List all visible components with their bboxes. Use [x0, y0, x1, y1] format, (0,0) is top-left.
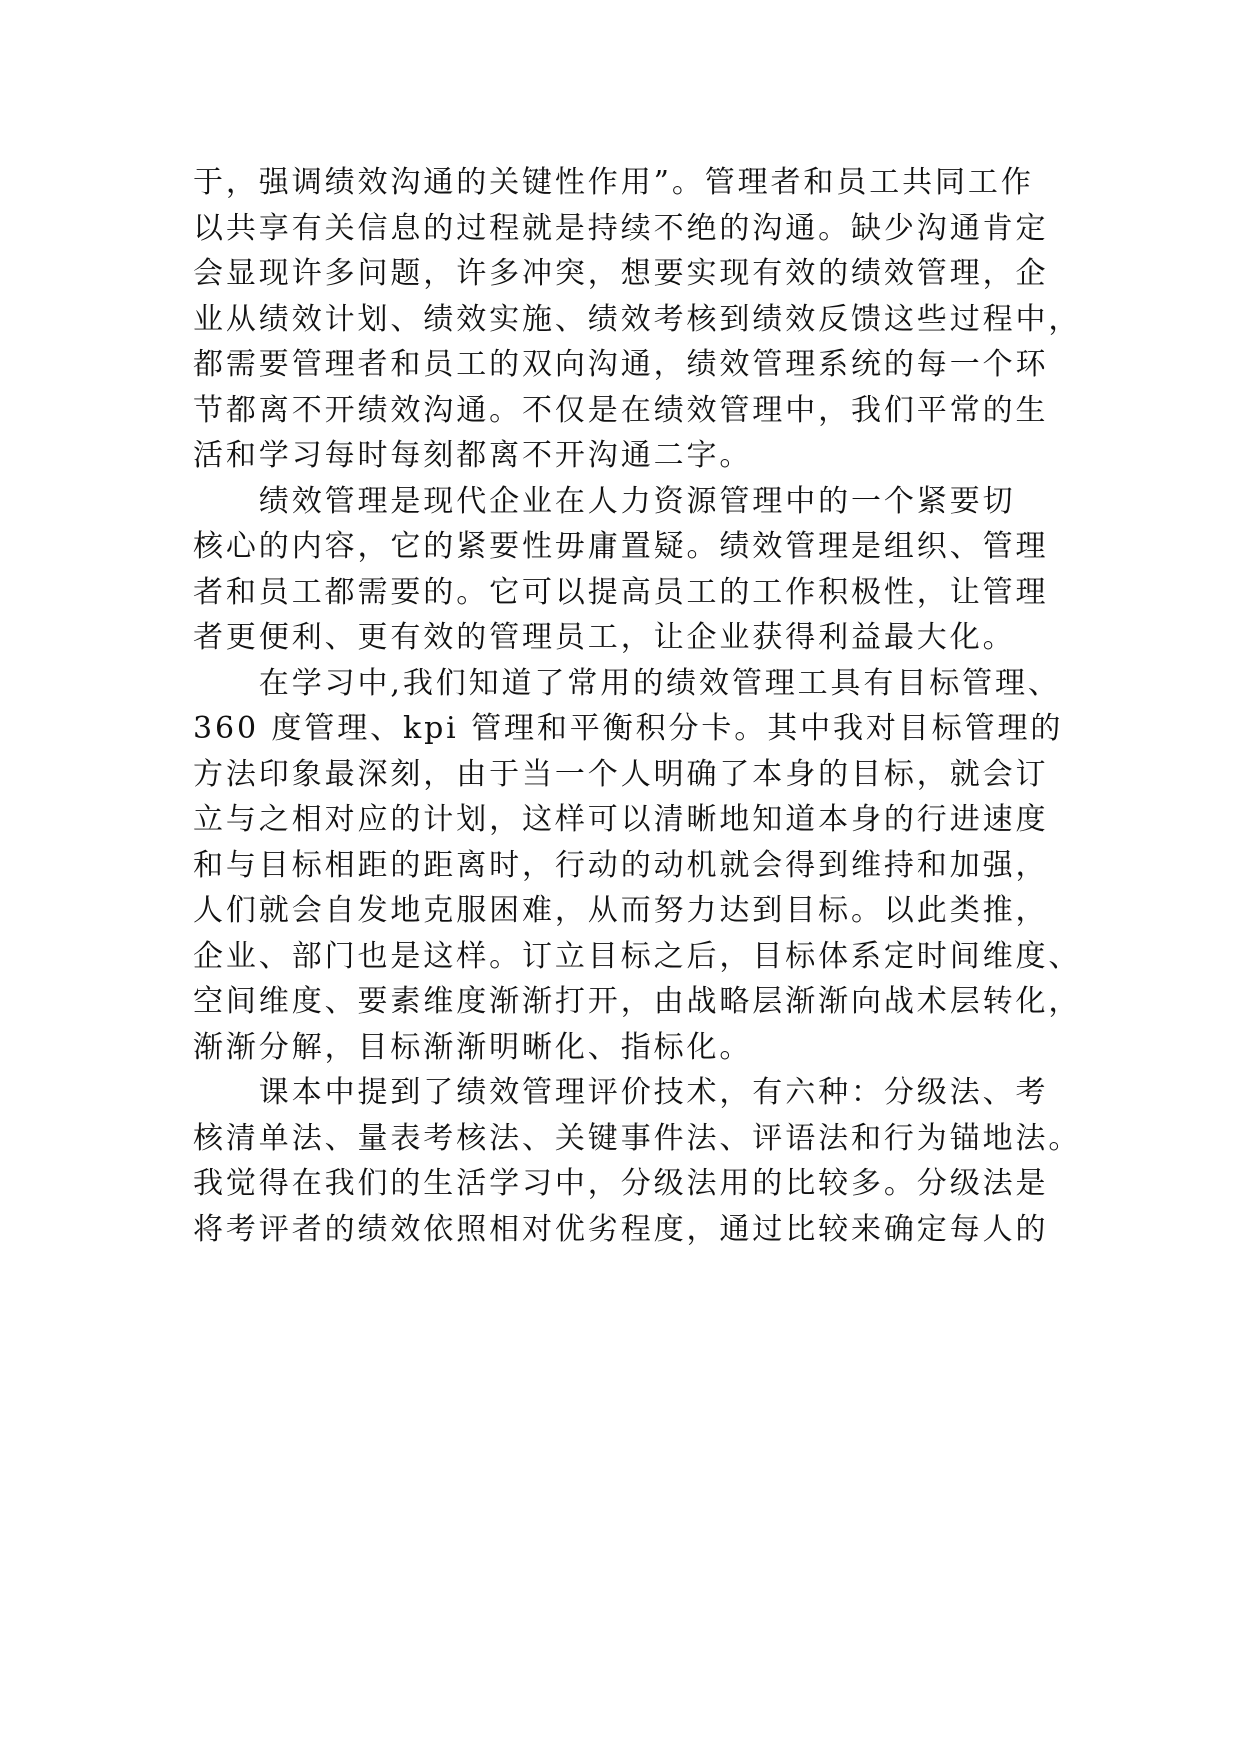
text-line: 渐渐分解，目标渐渐明晰化、指标化。 — [193, 1029, 753, 1065]
text-line: 核心的内容，它的紧要性毋庸置疑。绩效管理是组织、管理 — [193, 529, 1049, 564]
text-line: 者和员工都需要的。它可以提高员工的工作积极性，让管理 — [193, 574, 1049, 610]
text-line: 方法印象最深刻，由于当一个人明确了本身的目标，就会订 — [193, 756, 1049, 792]
text-line: 业从绩效计划、绩效实施、绩效考核到绩效反馈这些过程中， — [193, 301, 1082, 337]
text-line: 和与目标相距的距离时，行动的动机就会得到维持和加强， — [193, 847, 1049, 883]
text-line: 空间维度、要素维度渐渐打开，由战略层渐渐向战术层转化， — [193, 984, 1082, 1019]
text-line: 活和学习每时每刻都离不开沟通二字。 — [193, 438, 753, 473]
text-line: 将考评者的绩效依照相对优劣程度，通过比较来确定每人的 — [193, 1211, 1049, 1247]
text-line: 我觉得在我们的生活学习中，分级法用的比较多。分级法是 — [193, 1166, 1049, 1201]
text-line: 立与之相对应的计划，这样可以清晰地知道本身的行进速度 — [193, 802, 1049, 837]
text-line: 企业、部门也是这样。订立目标之后，目标体系定时间维度、 — [193, 938, 1082, 974]
text-line: 者更便利、更有效的管理员工，让企业获得利益最大化。 — [193, 620, 1016, 655]
text-line: 课本中提到了绩效管理评价技术，有六种：分级法、考 — [193, 1075, 1049, 1110]
text-line: 人们就会自发地克服困难，从而努力达到目标。以此类推， — [193, 893, 1049, 928]
text-line: 以共享有关信息的过程就是持续不绝的沟通。缺少沟通肯定 — [193, 210, 1049, 246]
text-line: 在学习中,我们知道了常用的绩效管理工具有目标管理、 — [193, 665, 1061, 701]
text-line: 核清单法、量表考核法、关键事件法、评语法和行为锚地法。 — [193, 1120, 1082, 1156]
body-text — [193, 160, 1082, 1252]
text-line: 于，强调绩效沟通的关键性作用”。管理者和员工共同工作 — [193, 165, 1034, 200]
text-line: 节都离不开绩效沟通。不仅是在绩效管理中，我们平常的生 — [193, 392, 1049, 428]
text-line: 都需要管理者和员工的双向沟通，绩效管理系统的每一个环 — [193, 347, 1049, 382]
text-line: 绩效管理是现代企业在人力资源管理中的一个紧要切 — [193, 483, 1016, 519]
text-line: 360 度管理、kpi 管理和平衡积分卡。其中我对目标管理的 — [193, 711, 1064, 746]
text-line: 会显现许多问题，许多冲突，想要实现有效的绩效管理，企 — [193, 256, 1049, 291]
